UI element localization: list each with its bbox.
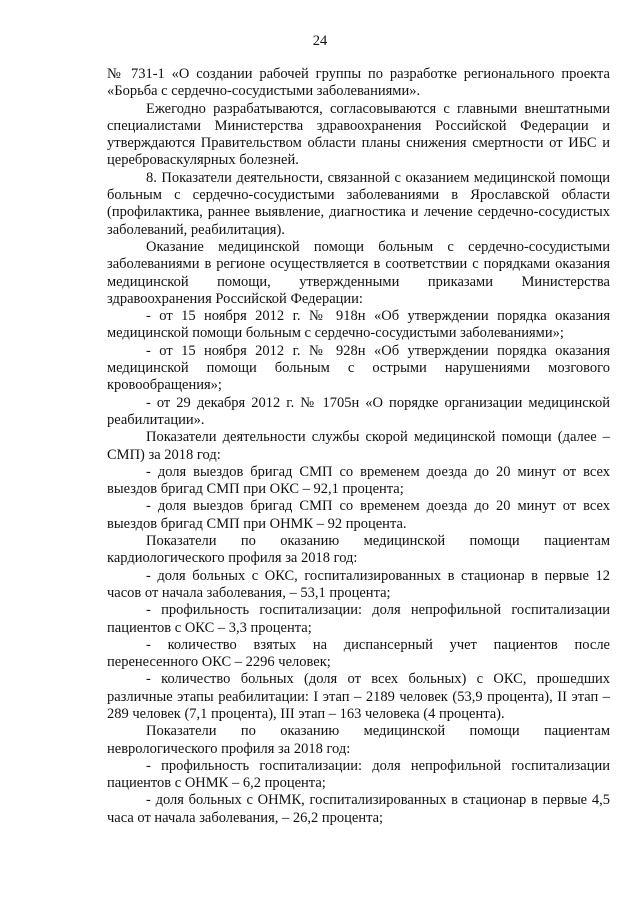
paragraph-care-procedures: Оказание медицинской помощи больным с сердечно-сосудистыми заболеваниями в регионе осуществляется в соответствии с порядками оказания медицинской помощи, утвержденными приказами Министерства здравоохранения Российской Федерации: [107, 238, 610, 307]
list-item-ems-stroke: - доля выездов бригад СМП со временем доезда до 20 минут от всех выездов бригад СМП при ОНМК – 92 процента. [107, 498, 610, 532]
list-item-ems-acs: - доля выездов бригад СМП со временем доезда до 20 минут от всех выездов бригад СМП при ОКС – 92,1 процента; [107, 463, 610, 498]
list-item-order-928n: - от 15 ноября 2012 г. № 928н «Об утверждении порядка оказания медицинской помощи больным с острыми нарушениями мозгового кровообращения»; [107, 342, 610, 394]
list-item-acs-hospitalized-12h: - доля больных с ОКС, госпитализированных в стационар в первые 12 часов от начала заболевания, – 53,1 процента; [107, 567, 610, 601]
page-number: 24 [312, 33, 328, 49]
list-item-acs-nonprofile: - профильность госпитализации: доля непрофильной госпитализации пациентов с ОКС – 3,3 процента; [107, 602, 610, 636]
paragraph-annual-plans: Ежегодно разрабатываются, согласовываются с главными внештатными специалистами Министерства здравоохранения Российской Федерации и утверждаются Правительством области планы снижения смертности от ИБС и цереброваскулярных болезней. [107, 100, 610, 169]
section-8-heading: 8. Показатели деятельности, связанной с оказанием медицинской помощи больным с сердечно-сосудистыми заболеваниями в Ярославской области (профилактика, раннее выявление, диагностика и лечение сердечно-сосудистых заболеваний, реабилитация). [107, 169, 610, 238]
list-item-stroke-nonprofile: - профильность госпитализации: доля непрофильной госпитализации пациентов с ОНМК – 6,2 процента; [107, 757, 610, 792]
list-item-acs-dispensary: - количество взятых на диспансерный учет пациентов после перенесенного ОКС – 2296 человек; [107, 636, 610, 671]
list-item-stroke-hospitalized-4-5h: - доля больных с ОНМК, госпитализированных в стационар в первые 4,5 часа от начала заболевания, – 26,2 процента; [107, 792, 610, 826]
paragraph-order-reference: № 731-1 «О создании рабочей группы по разработке регионального проекта «Борьба с сердечно-сосудистыми заболеваниями». [107, 66, 610, 100]
paragraph-cardiology-indicators: Показатели по оказанию медицинской помощи пациентам кардиологического профиля за 2018 год: [107, 533, 610, 567]
list-item-order-918n: - от 15 ноября 2012 г. № 918н «Об утверждении порядка оказания медицинской помощи больным с сердечно-сосудистыми заболеваниями»; [107, 308, 610, 342]
list-item-order-1705n: - от 29 декабря 2012 г. № 1705н «О порядке организации медицинской реабилитации». [107, 394, 610, 428]
list-item-acs-rehabilitation: - количество больных (доля от всех больных) с ОКС, прошедших различные этапы реабилитации: I этап – 2189 человек (53,9 процента), II этап – 289 человек (7,1 процента), III этап – 163 человека (4 процента). [107, 671, 610, 722]
paragraph-ems-indicators: Показатели деятельности службы скорой медицинской помощи (далее – СМП) за 2018 год: [107, 429, 610, 463]
document-body [107, 66, 610, 827]
paragraph-neurology-indicators: Показатели по оказанию медицинской помощи пациентам неврологического профиля за 2018 год: [107, 723, 610, 757]
